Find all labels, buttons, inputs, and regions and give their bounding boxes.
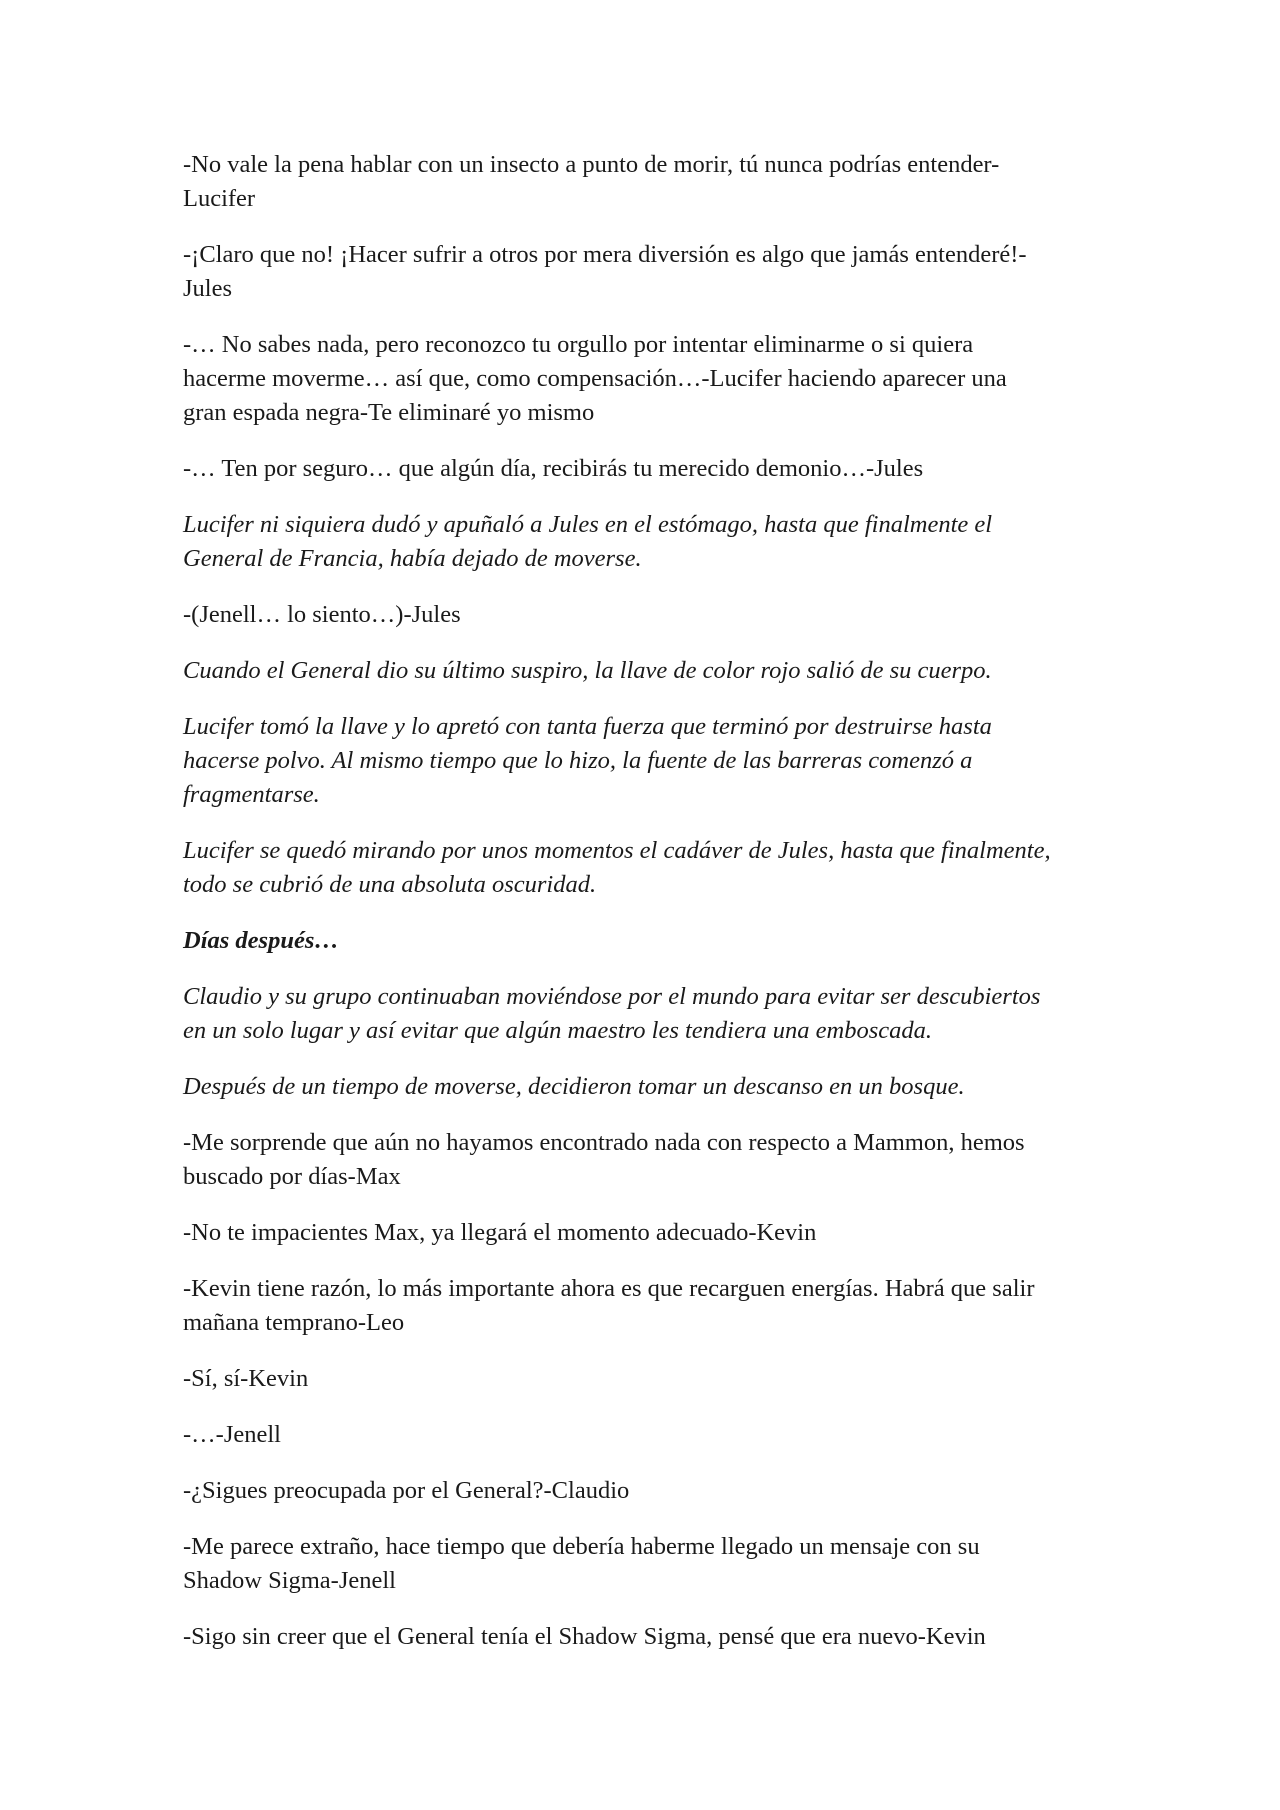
text-line: gran espada negra-Te eliminaré yo mismo (183, 399, 595, 426)
text-line: -¡Claro que no! ¡Hacer sufrir a otros por mera diversión es algo que jamás entenderé!- (183, 241, 1027, 268)
text-line: -…-Jenell (183, 1421, 281, 1448)
text-line: -… Ten por seguro… que algún día, recibirás tu merecido demonio…-Jules (183, 455, 924, 482)
dialogue-paragraph (183, 1620, 1113, 1654)
text-line: -… No sabes nada, pero reconozco tu orgullo por intentar eliminarme o si quiera (183, 331, 974, 358)
narration-paragraph (183, 654, 1113, 688)
dialogue-paragraph (183, 1362, 1113, 1396)
narration-paragraph (183, 508, 1113, 576)
dialogue-paragraph (183, 1126, 1113, 1194)
text-line: buscado por días-Max (183, 1163, 401, 1190)
text-line: todo se cubrió de una absoluta oscuridad. (183, 871, 597, 898)
text-line: Lucifer se quedó mirando por unos momentos el cadáver de Jules, hasta que finalmente, (183, 837, 1051, 864)
text-line: en un solo lugar y así evitar que algún maestro les tendiera una emboscada. (183, 1017, 932, 1044)
dialogue-paragraph (183, 1418, 1113, 1452)
dialogue-paragraph (183, 148, 1113, 216)
text-line: -(Jenell… lo siento…)-Jules (183, 601, 461, 628)
narration-paragraph (183, 834, 1113, 902)
dialogue-paragraph (183, 238, 1113, 306)
text-line: Jules (183, 275, 232, 302)
dialogue-paragraph (183, 1530, 1113, 1598)
text-line: Lucifer (183, 185, 256, 212)
text-line: Lucifer tomó la llave y lo apretó con tanta fuerza que terminó por destruirse hasta (183, 713, 992, 740)
text-line: -Me parece extraño, hace tiempo que debería haberme llegado un mensaje con su (183, 1533, 980, 1560)
text-line: mañana temprano-Leo (183, 1309, 405, 1336)
text-line: -¿Sigues preocupada por el General?-Claudio (183, 1477, 630, 1504)
section-heading (183, 924, 1113, 958)
text-line: Días después… (183, 927, 339, 954)
text-line: Shadow Sigma-Jenell (183, 1567, 396, 1594)
dialogue-paragraph (183, 1216, 1113, 1250)
text-line: Claudio y su grupo continuaban moviéndose por el mundo para evitar ser descubiertos (183, 983, 1041, 1010)
narration-paragraph (183, 980, 1113, 1048)
text-line: Lucifer ni siquiera dudó y apuñaló a Jules en el estómago, hasta que finalmente el (183, 511, 993, 538)
dialogue-paragraph (183, 598, 1113, 632)
dialogue-paragraph (183, 1272, 1113, 1340)
document-body (183, 148, 1113, 1676)
text-line: -Sigo sin creer que el General tenía el Shadow Sigma, pensé que era nuevo-Kevin (183, 1623, 986, 1650)
text-line: fragmentarse. (183, 781, 320, 808)
text-line: -No vale la pena hablar con un insecto a punto de morir, tú nunca podrías entender- (183, 151, 1000, 178)
text-line: -Me sorprende que aún no hayamos encontrado nada con respecto a Mammon, hemos (183, 1129, 1025, 1156)
text-line: General de Francia, había dejado de moverse. (183, 545, 642, 572)
text-line: -Kevin tiene razón, lo más importante ahora es que recarguen energías. Habrá que salir (183, 1275, 1035, 1302)
text-line: Cuando el General dio su último suspiro, la llave de color rojo salió de su cuerpo. (183, 657, 992, 684)
text-line: Después de un tiempo de moverse, decidieron tomar un descanso en un bosque. (183, 1073, 965, 1100)
text-line: hacerme moverme… así que, como compensación…-Lucifer haciendo aparecer una (183, 365, 1007, 392)
narration-paragraph (183, 710, 1113, 812)
dialogue-paragraph (183, 452, 1113, 486)
text-line: hacerse polvo. Al mismo tiempo que lo hizo, la fuente de las barreras comenzó a (183, 747, 973, 774)
text-line: -Sí, sí-Kevin (183, 1365, 309, 1392)
dialogue-paragraph (183, 328, 1113, 430)
dialogue-paragraph (183, 1474, 1113, 1508)
narration-paragraph (183, 1070, 1113, 1104)
text-line: -No te impacientes Max, ya llegará el momento adecuado-Kevin (183, 1219, 817, 1246)
